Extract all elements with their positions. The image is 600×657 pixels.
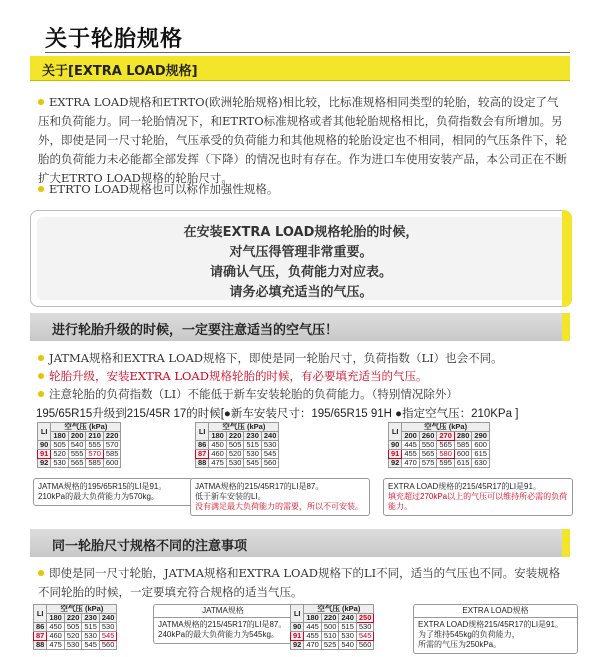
- table-cell: 87: [196, 450, 209, 459]
- table-cell: 88: [34, 641, 47, 650]
- section1-bullet-2: 轮胎升级，安装EXTRA LOAD规格轮胎的时候，有必要填充适当的气压。: [38, 368, 427, 384]
- table-cell: 630: [472, 459, 490, 468]
- table-cell: 180: [209, 432, 227, 441]
- table-cell: 560: [356, 641, 374, 650]
- table-cell: 530: [226, 459, 244, 468]
- table-cell: 470: [304, 641, 322, 650]
- table-cell: 580: [437, 450, 455, 459]
- bullet-icon: [38, 186, 44, 192]
- table-cell: 90: [38, 441, 51, 450]
- table-cell: 450: [47, 623, 65, 632]
- table-cell: 585: [454, 441, 472, 450]
- table-cell: 240: [99, 614, 117, 623]
- table-cell: 180: [47, 614, 65, 623]
- table-cell: 220: [64, 614, 82, 623]
- section1-title: 进行轮胎升级的时候，一定要注意适当的空气压！: [52, 323, 339, 338]
- table-cell: 515: [339, 623, 357, 632]
- extra-load-215-table: [388, 422, 490, 468]
- table-cell: 空气压 (kPa): [209, 423, 279, 432]
- bullet-icon: [38, 355, 44, 361]
- table-cell: 505: [64, 623, 82, 632]
- table-cell: 270: [437, 432, 455, 441]
- table-cell: 555: [86, 441, 104, 450]
- table-cell: 230: [82, 614, 100, 623]
- upgrade-case-label: 195/65R15升级到215/45R 17的时候[●新车安装尺寸：195/65R15 91H ●指定空气压：210KPa ]: [36, 408, 519, 420]
- table-cell: 560: [261, 459, 279, 468]
- table-cell: 530: [51, 459, 69, 468]
- table-cell: 570: [86, 450, 104, 459]
- table-cell: 92: [389, 459, 402, 468]
- intro-paragraph-2: [38, 180, 568, 199]
- subtitle-text: 关于[EXTRA LOAD规格]: [42, 64, 198, 79]
- table-cell: 空气压 (kPa): [402, 423, 490, 432]
- table-cell: LI: [38, 423, 51, 441]
- table-cell: 545: [82, 641, 100, 650]
- table-cell: 92: [38, 459, 51, 468]
- bullet-icon: [38, 99, 44, 105]
- table-cell: 540: [339, 641, 357, 650]
- section2-bullet: 即使是同一尺寸轮胎，JATMA规格和EXTRA LOAD规格下的LI不同，适当的气压也不同。安装规格不同轮胎的时候，一定要填充符合规格的适当气压。: [38, 566, 561, 599]
- table-cell: 595: [437, 459, 455, 468]
- table-cell: 90: [291, 623, 304, 632]
- table-cell: 空气压 (kPa): [51, 423, 121, 432]
- extra-load-compare-note: EXTRA LOAD规格 EXTRA LOAD规格215/45R17的LI是91。 为了维持545kg的负荷能力， 所需的气压为250kPa。: [413, 604, 578, 654]
- table-cell: 565: [419, 450, 437, 459]
- table-cell: LI: [291, 605, 304, 623]
- jatma-195-load-table: [37, 422, 121, 468]
- table-cell: 91: [389, 450, 402, 459]
- table-cell: 475: [209, 459, 227, 468]
- table-cell: 600: [454, 450, 472, 459]
- table-cell: 515: [82, 623, 100, 632]
- table-cell: 240: [261, 432, 279, 441]
- section2-tab: [562, 529, 570, 557]
- table-row: [389, 459, 490, 468]
- table-cell: 585: [103, 450, 121, 459]
- table-cell: 570: [103, 441, 121, 450]
- table-cell: 505: [226, 441, 244, 450]
- table-cell: 445: [304, 623, 322, 632]
- table-cell: LI: [34, 605, 47, 623]
- table-cell: 530: [82, 632, 100, 641]
- subtitle-bar: [30, 56, 570, 81]
- table-cell: 530: [339, 632, 357, 641]
- table-cell: LI: [196, 423, 209, 441]
- extra-load-compare-table: [290, 604, 374, 650]
- table-cell: 575: [419, 459, 437, 468]
- table-cell: 220: [103, 432, 121, 441]
- table-cell: 530: [64, 641, 82, 650]
- table-cell: 200: [68, 432, 86, 441]
- table-cell: 515: [244, 441, 262, 450]
- table-row: [291, 641, 374, 650]
- bullet-icon: [38, 570, 44, 576]
- bullet-icon: [38, 373, 44, 379]
- title-divider: [45, 52, 570, 53]
- table-cell: 545: [99, 632, 117, 641]
- table-cell: 91: [38, 450, 51, 459]
- table-cell: 180: [304, 614, 322, 623]
- table-cell: 空气压 (kPa): [304, 605, 374, 614]
- section1-bullet-1: JATMA规格和EXTRA LOAD规格下，即使是同一轮胎尺寸，负荷指数（LI）也会不同。: [38, 350, 503, 366]
- table-cell: 87: [34, 632, 47, 641]
- section1-bullet-3: 注意轮胎的负荷指数（LI）不能低于新车安装轮胎的负荷能力。（特别情况除外）: [38, 386, 458, 402]
- table-cell: 92: [291, 641, 304, 650]
- table-cell: 470: [402, 459, 420, 468]
- table-cell: 88: [196, 459, 209, 468]
- table-cell: 565: [68, 459, 86, 468]
- table-cell: 545: [356, 632, 374, 641]
- table-cell: 510: [321, 632, 339, 641]
- table-cell: 455: [304, 632, 322, 641]
- table-cell: 86: [34, 623, 47, 632]
- table-cell: 530: [261, 441, 279, 450]
- intro-text-2: ETRTO LOAD规格也可以称作加强性规格。: [49, 182, 279, 196]
- table-cell: 600: [472, 441, 490, 450]
- table-cell: 550: [419, 441, 437, 450]
- table-cell: 460: [47, 632, 65, 641]
- callout-line-3: 请确认气压，负荷能力对应表。: [209, 265, 392, 280]
- table-cell: 86: [196, 441, 209, 450]
- callout-line-2: 对气压得管理非常重要。: [229, 245, 373, 260]
- section2-title: 同一轮胎尺寸规格不同的注意事项: [52, 539, 248, 554]
- jatma-compare-note: JATMA规格 JATMA规格的215/45R17的LI是87。 240kPa的最大负荷能力为545kg。: [153, 604, 293, 644]
- table-cell: 615: [472, 450, 490, 459]
- table-cell: 540: [68, 441, 86, 450]
- table-cell: 445: [402, 441, 420, 450]
- table-cell: 90: [389, 441, 402, 450]
- table-cell: 530: [356, 623, 374, 632]
- table-row: [38, 459, 121, 468]
- table-cell: 220: [226, 432, 244, 441]
- table-cell: 505: [51, 441, 69, 450]
- table-cell: 545: [261, 450, 279, 459]
- table-cell: 200: [402, 432, 420, 441]
- table-row: [34, 641, 117, 650]
- table-cell: 525: [321, 641, 339, 650]
- table-cell: 280: [454, 432, 472, 441]
- table-cell: 545: [244, 459, 262, 468]
- callout-line-1: 在安装EXTRA LOAD规格轮胎的时候，: [183, 225, 419, 240]
- table-cell: 260: [419, 432, 437, 441]
- table-cell: 220: [321, 614, 339, 623]
- table-cell: 520: [51, 450, 69, 459]
- table-cell: 520: [226, 450, 244, 459]
- table-cell: 91: [291, 632, 304, 641]
- table-cell: 290: [472, 432, 490, 441]
- table-cell: 180: [51, 432, 69, 441]
- table-cell: 520: [64, 632, 82, 641]
- table-cell: 600: [103, 459, 121, 468]
- table-cell: 585: [86, 459, 104, 468]
- page-title: 关于轮胎规格: [45, 27, 184, 52]
- extra-load-215-note: EXTRA LOAD规格的215/45R17的LI是91。 填充超过270kPa以上的气压可以维持所必需的负荷能力。: [383, 478, 573, 516]
- table-cell: 500: [321, 623, 339, 632]
- jatma-215-load-table: [195, 422, 279, 468]
- table-cell: LI: [389, 423, 402, 441]
- table-cell: 615: [454, 459, 472, 468]
- table-cell: 460: [209, 450, 227, 459]
- table-cell: 555: [68, 450, 86, 459]
- table-cell: 240: [339, 614, 357, 623]
- table-cell: 230: [244, 432, 262, 441]
- jatma-compare-table: [33, 604, 117, 650]
- bullet-icon: [38, 391, 44, 397]
- table-cell: 530: [99, 623, 117, 632]
- table-cell: 210: [86, 432, 104, 441]
- table-cell: 250: [356, 614, 374, 623]
- jatma-215-note: JATMA规格的215/45R17的LI是87。 低于新车安装的LI。 没有满足最大负荷能力的需要，所以不可安装。: [190, 478, 370, 516]
- intro-text-1: EXTRA LOAD规格和ETRTO(欧洲轮胎规格)相比较，比标准规格相同类型的轮胎，较高的设定了气压和负荷能力。同一轮胎情况下，和ETRTO标准规格或者其他轮胎规格相比，负荷指数会有所增加。另外，即使是同一尺寸轮胎，气压承受的负荷能力和其他规格的轮胎设定也不相同，相同的气压条件下，轮胎的负荷能力未必能都全部发挥（下降）的情况也时有存在。作为进口车使用安装产品，本公司正在不断扩大ETRTO LOAD规格的轮胎尺寸。: [38, 95, 567, 185]
- callout-line-4: 请务必填充适当的气压。: [229, 285, 373, 300]
- table-cell: 空气压 (kPa): [47, 605, 117, 614]
- table-cell: 450: [209, 441, 227, 450]
- notice-callout: [30, 210, 572, 307]
- jatma-195-note: JATMA规格的195/65R15的LI是91。 210kPa的最大负荷能力为570kg。: [33, 478, 193, 506]
- section1-bar: [30, 313, 570, 341]
- table-cell: 565: [437, 441, 455, 450]
- table-cell: 530: [244, 450, 262, 459]
- section2-bar: [30, 529, 570, 557]
- table-cell: 475: [47, 641, 65, 650]
- intro-paragraph: [38, 93, 568, 188]
- table-row: [196, 459, 279, 468]
- section1-tab: [562, 313, 570, 341]
- table-cell: 560: [99, 641, 117, 650]
- table-cell: 455: [402, 450, 420, 459]
